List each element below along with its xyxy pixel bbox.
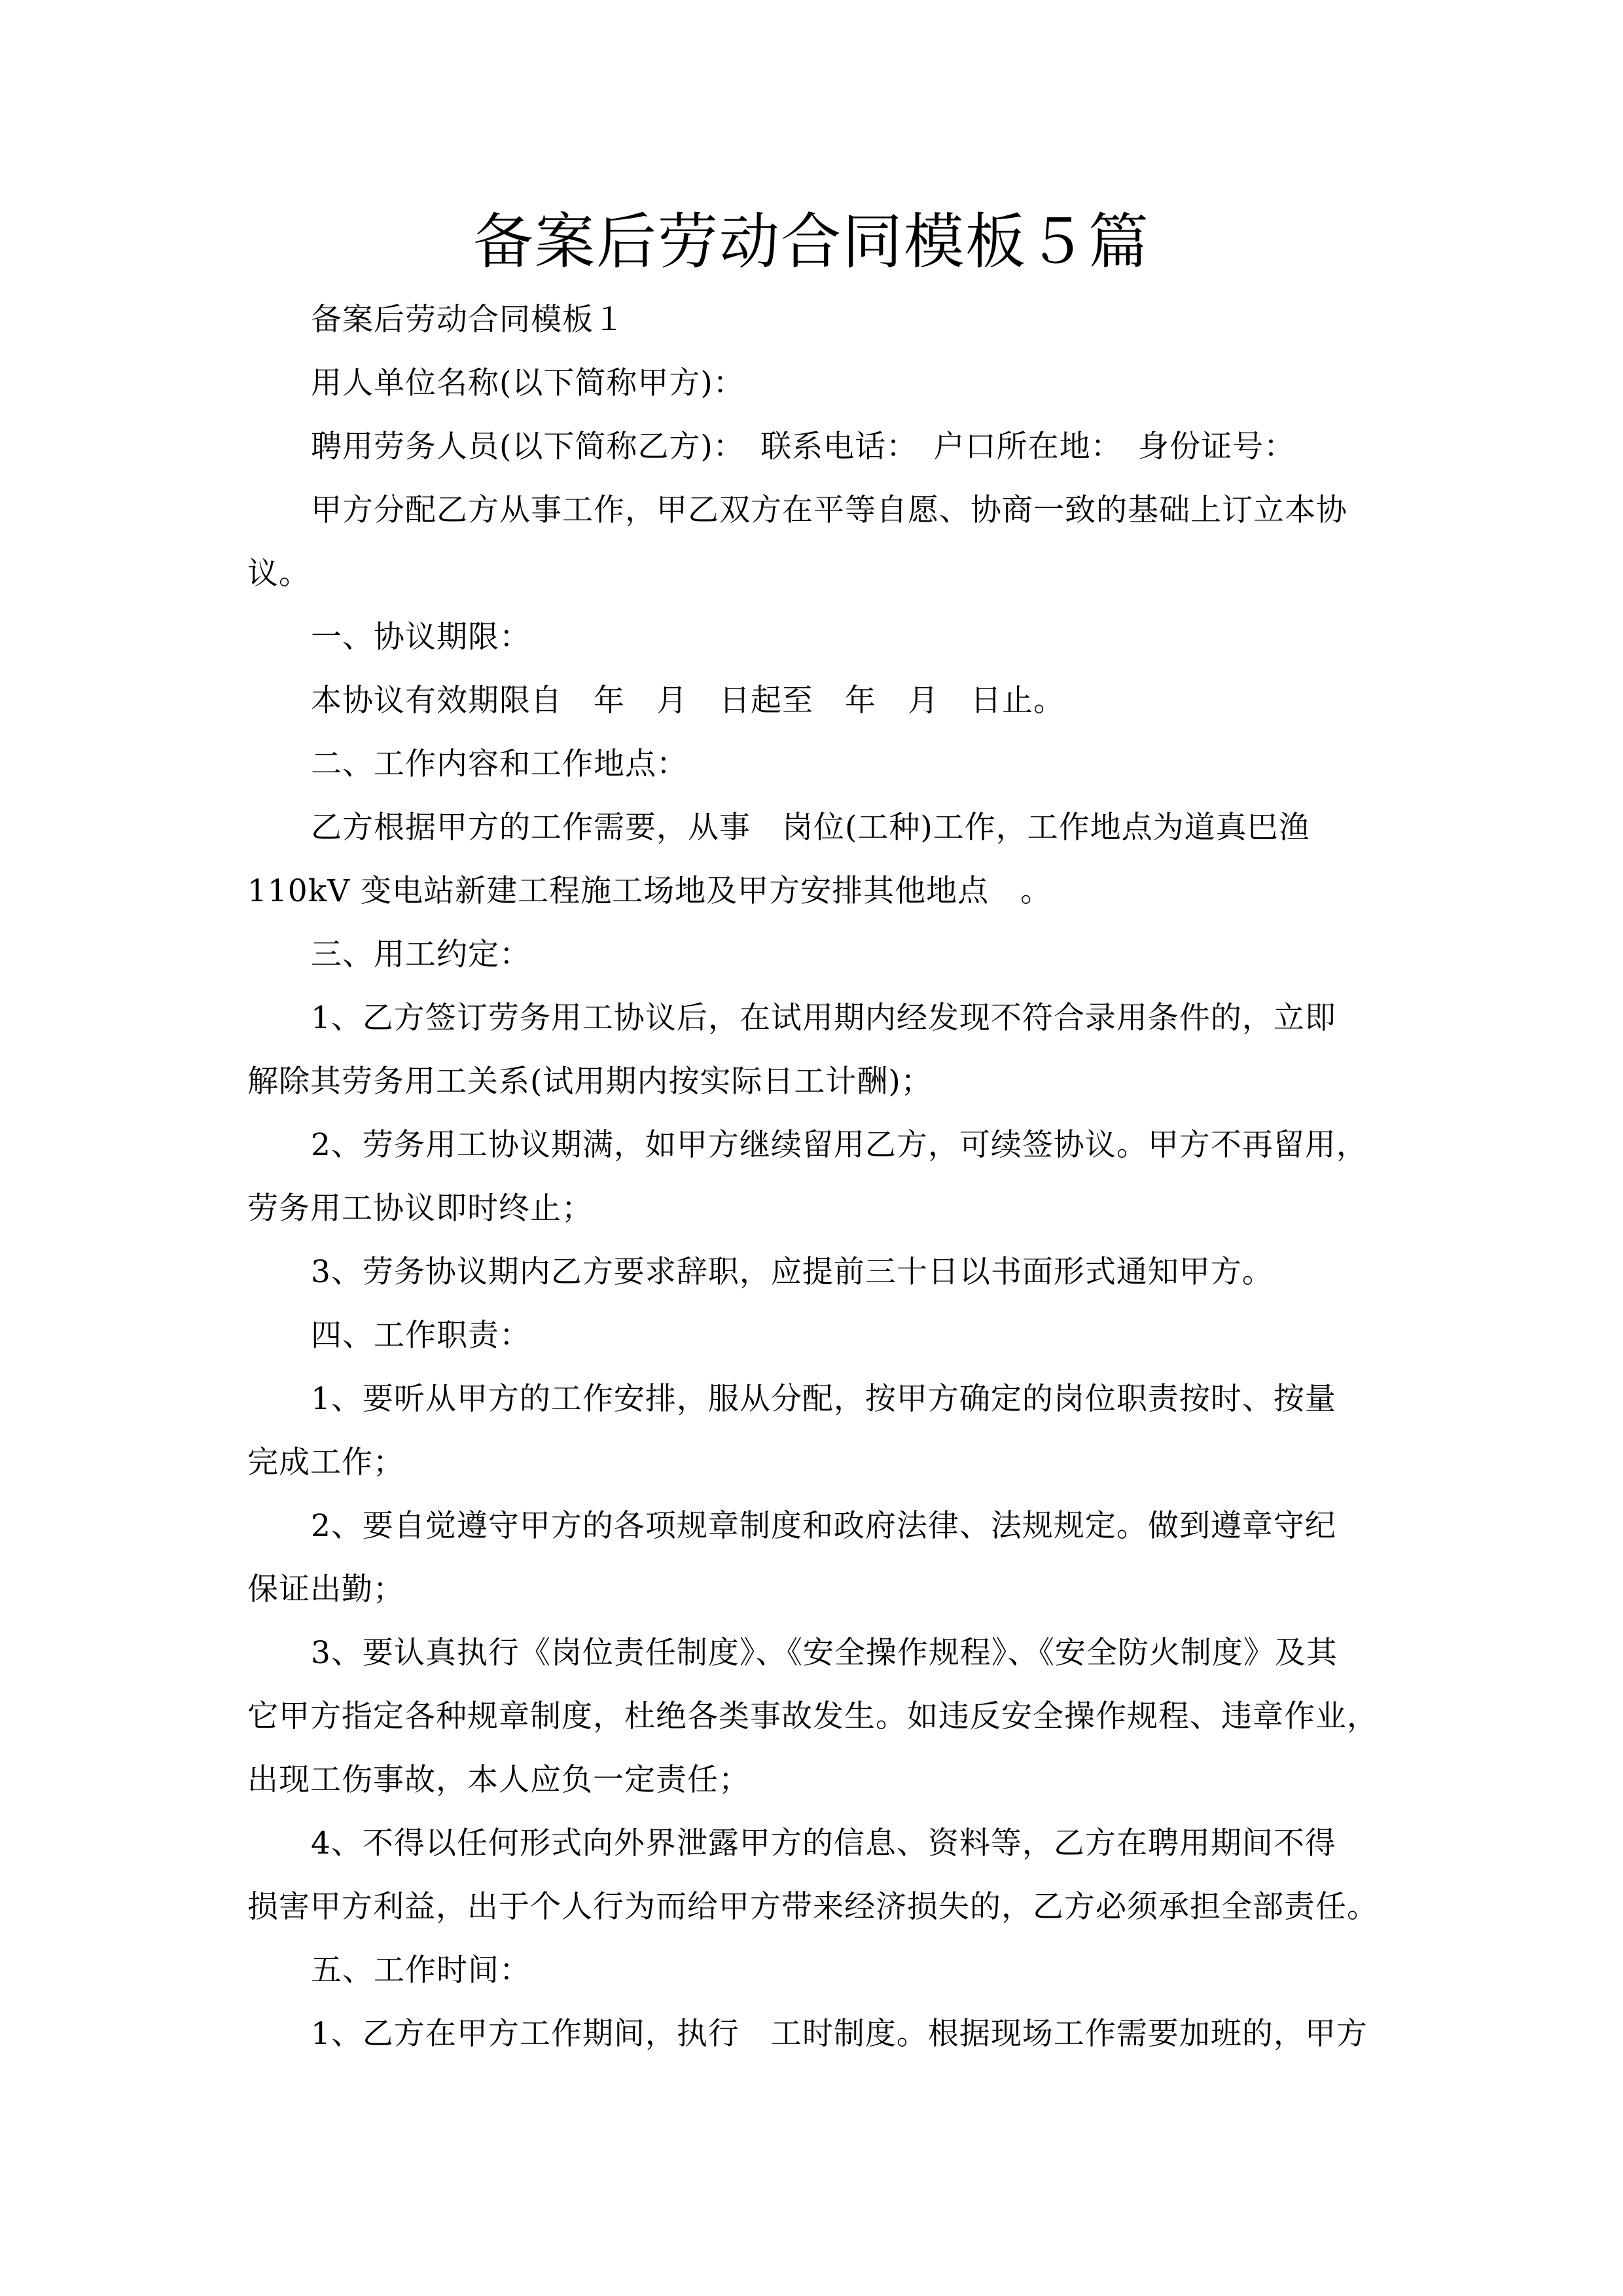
- employment-term-1-line-1: 1、乙方签订劳务用工协议后，在试用期内经发现不符合录用条件的，立即: [311, 1000, 1336, 1036]
- intro-paragraph-line-2: 议。: [247, 556, 310, 592]
- employment-term-1-line-2: 解除其劳务用工关系(试用期内按实际日工计酬)；: [247, 1064, 933, 1100]
- employment-term-3: 3、劳务协议期内乙方要求辞职，应提前三十日以书面形式通知甲方。: [311, 1254, 1274, 1290]
- intro-paragraph-line-1: 甲方分配乙方从事工作，甲乙双方在平等自愿、协商一致的基础上订立本协: [311, 492, 1347, 528]
- duty-4-line-2: 损害甲方利益，出于个人行为而给甲方带来经济损失的，乙方必须承担全部责任。: [247, 1889, 1378, 1925]
- document-body: [247, 288, 1386, 2066]
- duty-3-line-1: 3、要认真执行《岗位责任制度》、《安全操作规程》、《安全防火制度》及其: [311, 1635, 1338, 1671]
- section-heading-template-1: 备案后劳动合同模板１: [311, 302, 625, 338]
- party-b-info-fields: 聘用劳务人员(以下简称乙方)： 联系电话： 户口所在地： 身份证号：: [311, 429, 1296, 465]
- clause-heading-working-hours: 五、工作时间：: [311, 1952, 531, 1988]
- duty-3-line-3: 出现工伤事故，本人应负一定责任；: [247, 1762, 750, 1798]
- work-content-line-1: 乙方根据甲方的工作需要，从事 岗位(工种)工作，工作地点为道真巴渔: [311, 810, 1310, 846]
- duty-4-line-1: 4、不得以任何形式向外界泄露甲方的信息、资料等，乙方在聘用期间不得: [311, 1825, 1336, 1861]
- clause-term-text: 本协议有效期限自 年 月 日起至 年 月 日止。: [311, 683, 1065, 719]
- clause-heading-work-content: 二、工作内容和工作地点：: [311, 746, 688, 782]
- duty-3-line-2: 它甲方指定各种规章制度，杜绝各类事故发生。如违反安全操作规程、违章作业，: [247, 1698, 1378, 1734]
- clause-heading-term: 一、协议期限：: [311, 619, 531, 655]
- working-hours-1-line-1: 1、乙方在甲方工作期间，执行 工时制度。根据现场工作需要加班的，甲方: [311, 2016, 1368, 2052]
- duty-2-line-2: 保证出勤；: [247, 1571, 404, 1607]
- document-title: 备案后劳动合同模板５篇: [473, 207, 1150, 277]
- duty-2-line-1: 2、要自觉遵守甲方的各项规章制度和政府法律、法规规定。做到遵章守纪: [311, 1508, 1336, 1544]
- duty-1-line-1: 1、要听从甲方的工作安排，服从分配，按甲方确定的岗位职责按时、按量: [311, 1381, 1336, 1417]
- employment-term-2-line-1: 2、劳务用工协议期满，如甲方继续留用乙方，可续签协议。甲方不再留用，: [311, 1127, 1368, 1163]
- work-content-line-2: 110kV 变电站新建工程施工场地及甲方安排其他地点 。: [247, 873, 1052, 909]
- party-a-name-field: 用人单位名称(以下简称甲方)：: [311, 365, 745, 401]
- clause-heading-duties: 四、工作职责：: [311, 1318, 531, 1354]
- clause-heading-employment-terms: 三、用工约定：: [311, 937, 531, 973]
- employment-term-2-line-2: 劳务用工协议即时终止；: [247, 1191, 593, 1227]
- duty-1-line-2: 完成工作；: [247, 1444, 404, 1480]
